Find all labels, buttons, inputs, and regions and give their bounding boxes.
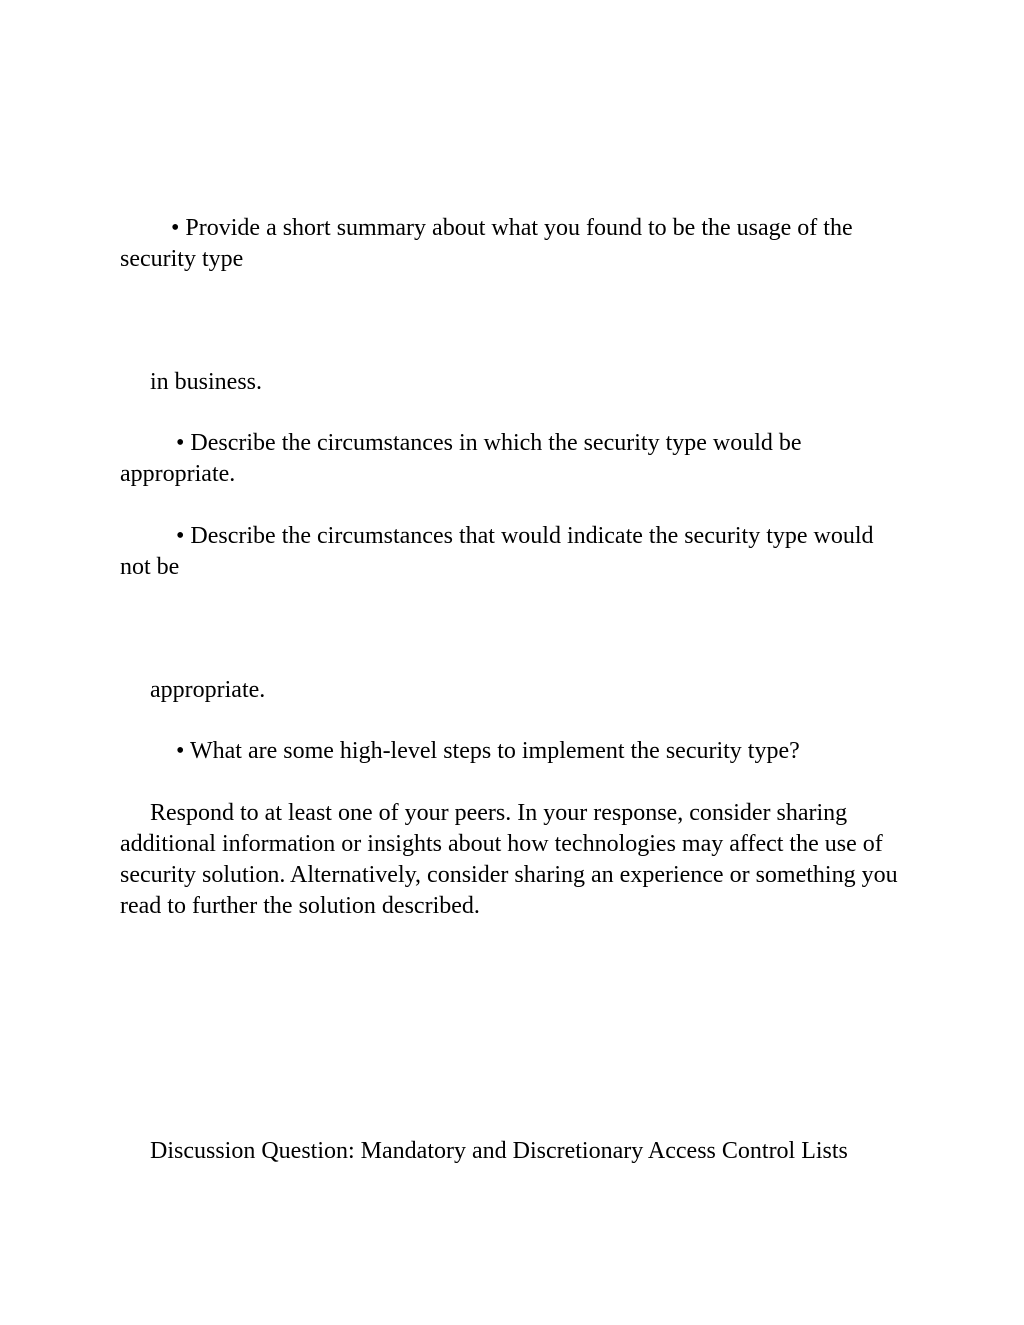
bullet-appropriate-circumstances: • Describe the circumstances in which the security type would be appropriate. <box>120 430 802 487</box>
bullet-not-appropriate-continued: appropriate. <box>150 677 266 703</box>
bullet-usage-summary-continued: in business. <box>150 369 263 395</box>
bullet-not-appropriate-circumstances: • Describe the circumstances that would indicate the security type would not be <box>120 523 874 580</box>
section-heading: Discussion Question: Mandatory and Discretionary Access Control Lists <box>150 1138 848 1164</box>
peer-response-paragraph: Respond to at least one of your peers. In your response, consider sharing additional information or insights about how technologies may affect the use of security solution. Alternatively, consider sharing an experience or something you read to further the solution described. <box>120 800 898 919</box>
bullet-usage-summary: • Provide a short summary about what you found to be the usage of the security type <box>120 215 853 272</box>
bullet-implementation-steps: • What are some high-level steps to implement the security type? <box>176 738 800 764</box>
